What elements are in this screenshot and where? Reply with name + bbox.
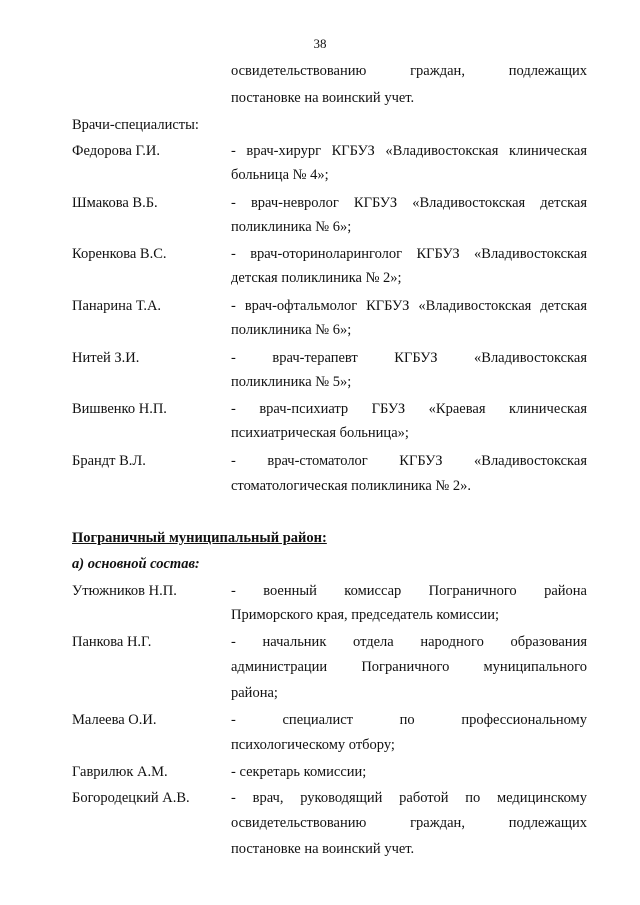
- main-composition-label: а) основной состав:: [72, 556, 200, 572]
- doctor-name: Панарина Т.А.: [72, 298, 162, 314]
- doctor-role: - врач-оториноларинголог КГБУЗ «Владивостокская: [231, 246, 587, 262]
- doctor-name: Федорова Г.И.: [72, 143, 161, 159]
- doctor-role-continued: стоматологическая поликлиника № 2».: [231, 478, 472, 494]
- doctor-role-continued: поликлиника № 6»;: [231, 219, 352, 235]
- doctor-name: Коренкова В.С.: [72, 246, 167, 262]
- doctor-role: - врач-терапевт КГБУЗ «Владивостокская: [231, 350, 587, 366]
- doctor-role-continued: детская поликлиника № 2»;: [231, 270, 402, 286]
- member-role-continued: психологическому отбору;: [231, 737, 395, 753]
- member-name: Утюжников Н.П.: [72, 583, 177, 599]
- member-role: - врач, руководящий работой по медицинскому: [231, 790, 587, 806]
- member-role: - специалист по профессиональному: [231, 712, 587, 728]
- member-name: Малеева О.И.: [72, 712, 157, 728]
- member-name: Панкова Н.Г.: [72, 634, 152, 650]
- member-role-continued: района;: [231, 685, 278, 701]
- member-role-continued: постановке на воинский учет.: [231, 841, 415, 857]
- doctor-role-continued: поликлиника № 5»;: [231, 374, 352, 390]
- doctor-role-continued: поликлиника № 6»;: [231, 322, 352, 338]
- member-name: Богородецкий А.В.: [72, 790, 190, 806]
- doctor-role: - врач-офтальмолог КГБУЗ «Владивостокская детская: [231, 298, 587, 314]
- doctor-role-continued: психиатрическая больница»;: [231, 425, 409, 441]
- member-role-continued: Приморского края, председатель комиссии;: [231, 607, 500, 623]
- doctor-name: Вишвенко Н.П.: [72, 401, 167, 417]
- member-role: - начальник отдела народного образования: [231, 634, 587, 650]
- member-role: - военный комиссар Пограничного района: [231, 583, 587, 599]
- doctor-role: - врач-невролог КГБУЗ «Владивостокская детская: [231, 195, 587, 211]
- doctor-name: Шмакова В.Б.: [72, 195, 158, 211]
- member-role-continued: администрации Пограничного муниципального: [231, 659, 587, 675]
- specialists-label: Врачи-специалисты:: [72, 117, 199, 133]
- member-name: Гаврилюк А.М.: [72, 764, 168, 780]
- doctor-role: - врач-психиатр ГБУЗ «Краевая клиническая: [231, 401, 587, 417]
- doctor-name: Брандт В.Л.: [72, 453, 146, 469]
- doctor-role: - врач-хирург КГБУЗ «Владивостокская клиническая: [231, 143, 587, 159]
- doctor-role: - врач-стоматолог КГБУЗ «Владивостокская: [231, 453, 587, 469]
- doctor-role-continued: больница № 4»;: [231, 167, 329, 183]
- page-number: 38: [313, 36, 327, 51]
- member-role: - секретарь комиссии;: [231, 764, 367, 780]
- doctor-name: Нитей З.И.: [72, 350, 140, 366]
- continuation-line-1: освидетельствованию граждан, подлежащих: [231, 63, 587, 79]
- district-heading: Пограничный муниципальный район:: [72, 530, 327, 546]
- continuation-line-2: постановке на воинский учет.: [231, 90, 415, 106]
- member-role-continued: освидетельствованию граждан, подлежащих: [231, 815, 587, 831]
